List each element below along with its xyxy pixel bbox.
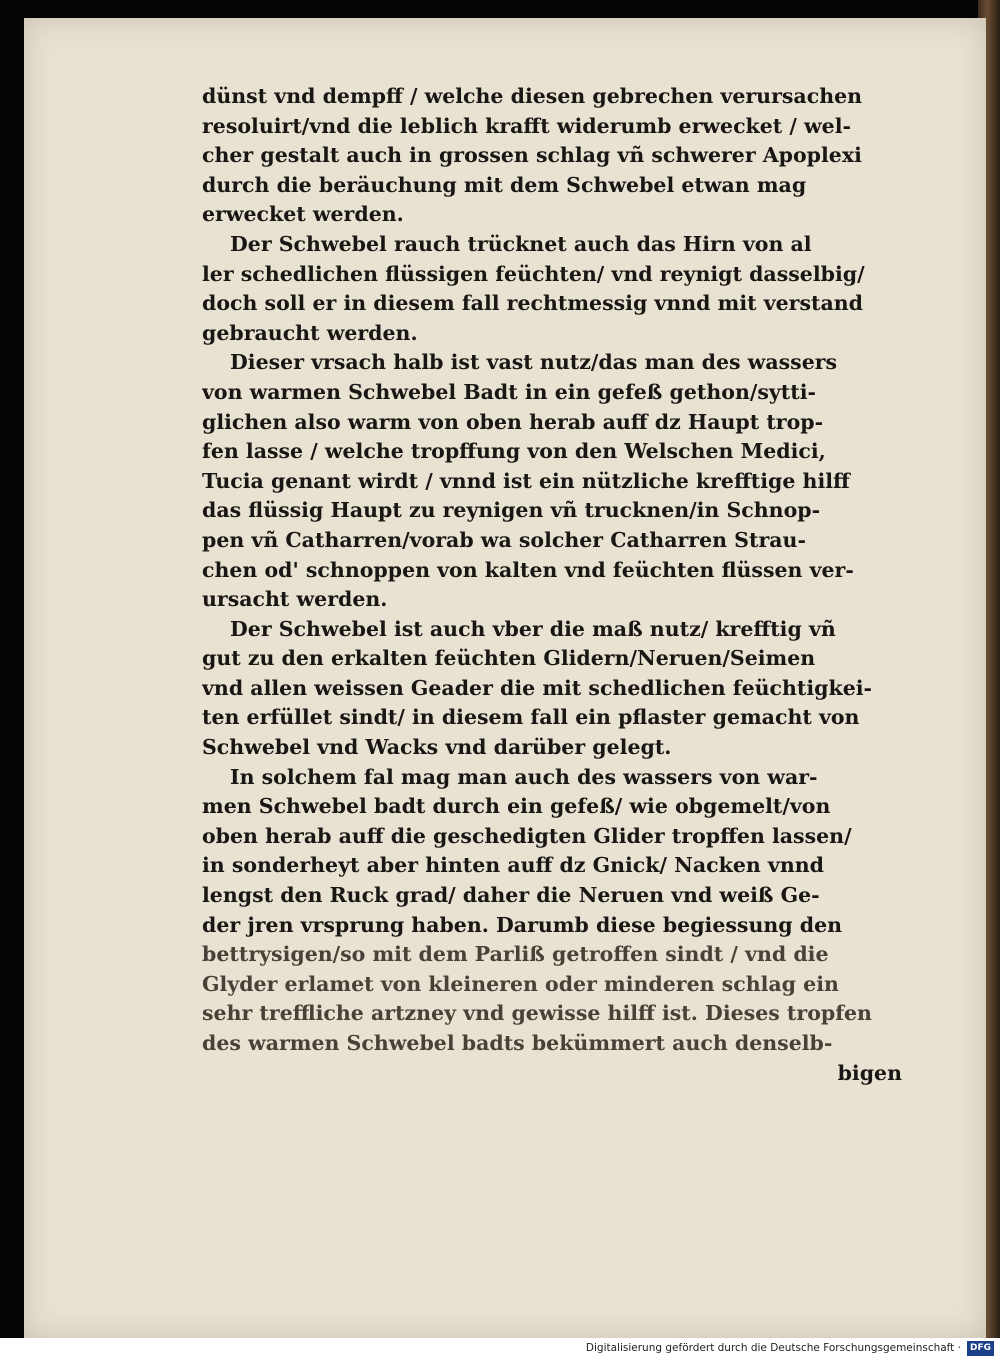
dfg-credit-text: Digitalisierung gefördert durch die Deutsche Forschungsgemeinschaft · [585, 1342, 961, 1354]
catchword: bigen [837, 1060, 902, 1085]
text-line: vnd allen weissen Geader die mit schedlichen feüchtigkei- [202, 675, 873, 700]
text-line: sehr treffliche artzney vnd gewisse hilff ist. Dieses tropfen [202, 1001, 872, 1026]
text-line: pen vñ Catharren/vorab wa solcher Catharren Strau- [202, 527, 806, 552]
text-line: bettrysigen/so mit dem Parliß getroffen sindt / vnd die [202, 942, 829, 967]
text-line: Schwebel vnd Wacks vnd darüber gelegt. [202, 735, 672, 760]
text-line: erwecket werden. [202, 202, 404, 227]
text-line: der jren vrsprung haben. Darumb diese begiessung den [202, 912, 843, 937]
text-line: durch die beräuchung mit dem Schwebel etwan mag [202, 172, 807, 197]
text-line: Tucia genant wirdt / vnnd ist ein nützliche krefftige hilff [202, 468, 850, 493]
text-line: oben herab auff die geschedigten Glider tropffen lassen/ [202, 823, 852, 848]
text-line: gut zu den erkalten feüchten Glidern/Neruen/Seimen [202, 646, 816, 671]
text-line: doch soll er in diesem fall rechtmessig vnnd mit verstand [202, 291, 863, 316]
text-line: in sonderheyt aber hinten auff dz Gnick/ Nacken vnnd [202, 853, 824, 878]
page-text [202, 82, 902, 1088]
text-line: ursacht werden. [202, 587, 388, 612]
text-line: Der Schwebel ist auch vber die maß nutz/ krefftig vñ [230, 616, 836, 641]
text-line: chen od' schnoppen von kalten vnd feüchten flüssen ver- [202, 557, 854, 582]
text-line: lengst den Ruck grad/ daher die Neruen vnd weiß Ge- [202, 883, 820, 908]
text-line: resoluirt/vnd die leblich krafft widerumb erwecket / wel- [202, 113, 852, 138]
text-line: von warmen Schwebel Badt in ein gefeß gethon/sytti- [202, 379, 817, 404]
text-line: das flüssig Haupt zu reynigen vñ trucknen/in Schnop- [202, 498, 821, 523]
text-line: Dieser vrsach halb ist vast nutz/das man des wassers [230, 350, 838, 375]
text-line: ler schedlichen flüssigen feüchten/ vnd reynigt dasselbig/ [202, 261, 865, 286]
text-line: Glyder erlamet von kleineren oder minderen schlag ein [202, 971, 839, 996]
text-line: fen lasse / welche tropffung von den Welschen Medici, [202, 439, 826, 464]
text-line: In solchem fal mag man auch des wassers von war- [230, 764, 818, 789]
text-line: ten erfüllet sindt/ in diesem fall ein pflaster gemacht von [202, 705, 860, 730]
digitization-footer [0, 1338, 1000, 1359]
text-line: dünst vnd dempff / welche diesen gebrechen verursachen [202, 84, 863, 108]
text-line: des warmen Schwebel badts bekümmert auch denselb- [202, 1031, 833, 1055]
dfg-logo-icon: DFG [967, 1341, 994, 1356]
text-line: gebraucht werden. [202, 320, 418, 345]
text-line: Der Schwebel rauch trücknet auch das Hirn von al [230, 231, 812, 256]
text-line: men Schwebel badt durch ein gefeß/ wie obgemelt/von [202, 794, 831, 819]
text-line: glichen also warm von oben herab auff dz Haupt trop- [202, 409, 824, 434]
text-line: cher gestalt auch in grossen schlag vñ schwerer Apoplexi [202, 143, 862, 168]
